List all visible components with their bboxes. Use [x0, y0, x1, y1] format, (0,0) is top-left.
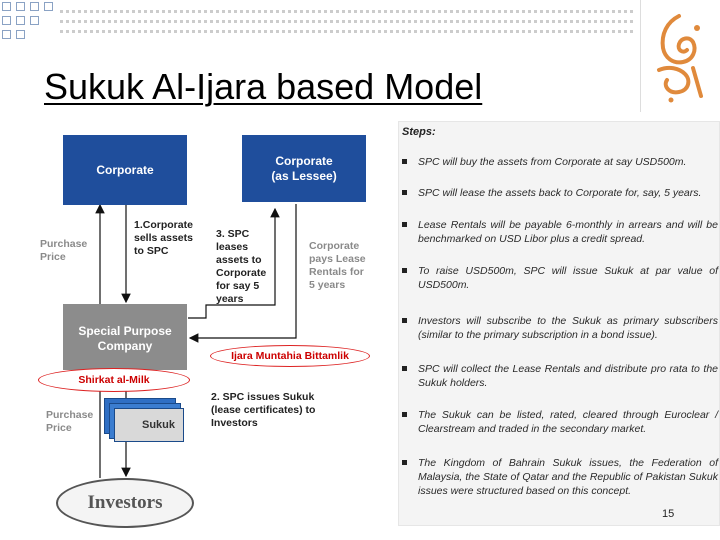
corporate-lessee-line2: (as Lessee): [271, 168, 337, 183]
step3-label: 3. SPC leases assets to Corporate for say 5 years: [216, 228, 267, 305]
sukuk-label: Sukuk: [141, 419, 175, 431]
page-number: 15: [662, 508, 675, 520]
ijara-oval: Ijara Muntahia Bittamlik: [210, 345, 370, 367]
shirkat-oval: Shirkat al-Milk: [38, 368, 190, 392]
step-item: The Sukuk can be listed, rated, cleared through Euroclear / Clearstream and traded in the secondary market.: [402, 408, 718, 436]
purchase-price-label-2: Purchase Price: [46, 409, 94, 434]
corporate-lessee-box: [242, 135, 366, 202]
steps-title: Steps:: [402, 126, 436, 138]
arabic-calligraphy-logo-icon: [640, 0, 720, 112]
step-item: SPC will collect the Lease Rentals and distribute pro rata to the Sukuk holders.: [402, 362, 718, 390]
investors-ellipse: [56, 478, 194, 528]
corporate-lessee-line1: Corporate: [275, 153, 333, 168]
step-item: The Kingdom of Bahrain Sukuk issues, the Federation of Malaysia, the State of Qatar and the Republic of Pakistan Sukuk issues were structured based on this concept.: [402, 456, 718, 498]
step-item: To raise USD500m, SPC will issue Sukuk at par value of USD500m.: [402, 264, 718, 292]
sukuk-certificates: [104, 398, 194, 448]
page-title: Sukuk Al-Ijara based Model: [44, 66, 483, 107]
purchase-price-label-1: Purchase Price: [40, 238, 88, 263]
corporate-box: Corporate: [63, 135, 187, 205]
lease-rentals-label: Corporate pays Lease Rentals for 5 years: [309, 240, 366, 291]
spc-line1: Special Purpose: [78, 324, 172, 338]
spc-line2: Company: [97, 339, 153, 353]
step-item: SPC will lease the assets back to Corporate for, say, 5 years.: [402, 186, 718, 200]
spc-box: [63, 304, 187, 370]
step1-label: 1.Corporate sells assets to SPC: [134, 219, 193, 257]
step-item: Investors will subscribe to the Sukuk as primary subscribers (similar to the primary subscription in a bond issue).: [402, 314, 718, 342]
step-item: Lease Rentals will be payable 6-monthly in arrears and will be benchmarked on USD Libor plus a credit spread.: [402, 218, 718, 246]
step2-label: 2. SPC issues Sukuk (lease certificates) to Investors: [211, 391, 316, 429]
investors-label: Investors: [87, 492, 163, 513]
step-item: SPC will buy the assets from Corporate at say USD500m.: [402, 155, 718, 169]
